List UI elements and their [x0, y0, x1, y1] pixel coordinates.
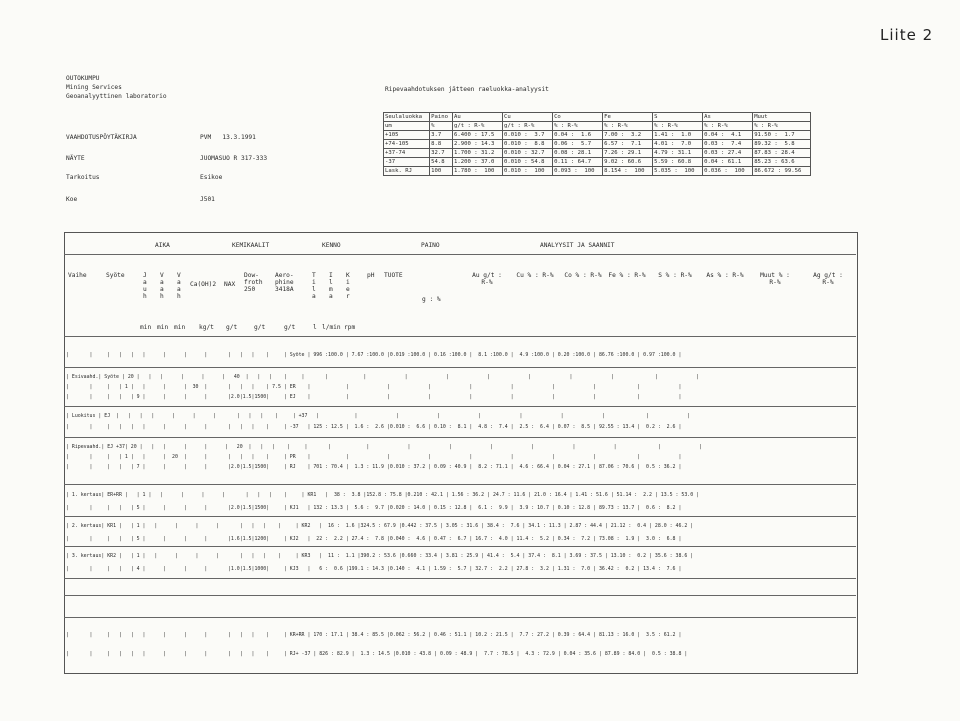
unit-cell: % : R-%: [703, 122, 753, 131]
column-header-weight: g : %: [422, 296, 441, 303]
column-header-volume: T i l a: [312, 272, 316, 300]
row-divider: [64, 595, 856, 596]
meta-label-report: VAAHDOTUSPÖYTÄKIRJA: [66, 134, 137, 141]
column-header-feed: Syöte: [106, 272, 125, 279]
table-cell: 0.04 : 1.6: [553, 131, 603, 140]
meta-label-sample: NÄYTE: [66, 155, 85, 162]
column-header-grind: J a u h: [143, 272, 147, 300]
column-header-cu: Cu % : R-%: [516, 272, 554, 279]
table-cell: 0.03 : 27.4: [703, 149, 753, 158]
meta-label-purpose: Tarkoitus: [66, 174, 100, 181]
table-row: | | | | | | | | | | | | | | Syöte | 996 :100.0 | 7.67 :100.0 |0.019 :100.0 | 0.16 :100.0 | 8.1 :100.0 | 4.9 :100.0 | 0.20 :100.0 | 86.76 :100.0 | 0.97 :100.0 |: [66, 352, 682, 358]
table-cell: 54.8: [430, 158, 453, 167]
column-header-ph: pH: [367, 272, 375, 279]
table-cell: 0.010 : 32.7: [503, 149, 553, 158]
row-divider: [64, 367, 856, 368]
table-cell: 0.010 : 54.8: [503, 158, 553, 167]
table-cell: 0.010 : 8.8: [503, 140, 553, 149]
sieve-table: [383, 112, 811, 176]
unit-label: g/t: [254, 324, 266, 331]
table-row: | 1. kertaus| ER+RR | | 1 | | | | | | | | | | KR1 | 38 : 3.8 |152.8 : 75.8 |0.210 : 42.1 | 1.56 : 36.2 | 24.7 : 11.6 | 21.0 : 16.4 | 1.41 : 51.6 | 51.14 : 2.2 | 13.5 : 53.0 |: [66, 492, 700, 498]
table-cell: +37-74: [384, 149, 430, 158]
table-cell: 0.010 : 3.7: [503, 131, 553, 140]
table-cell: Lask. RJ: [384, 167, 430, 176]
unit-cell: um: [384, 122, 430, 131]
table-cell: 87.83 : 28.4: [753, 149, 811, 158]
column-header-nax: NAX: [224, 281, 236, 288]
unit-cell: % : R-%: [603, 122, 653, 131]
group-header-weight: PAINO: [421, 242, 440, 249]
unit-label: min: [140, 324, 152, 331]
table-cell: 1.41 : 1.0: [653, 131, 703, 140]
column-header-air: I l m a: [329, 272, 333, 300]
table-row: [384, 140, 811, 149]
unit-label: l: [313, 324, 317, 331]
group-header-chemicals: KEMIKAALIT: [232, 242, 270, 249]
table-row: | Ripevaahd.| EJ +37| 20 | | | | | | 20 | | | | | | | | | | | | | | |: [66, 444, 702, 450]
table-cell: 5.59 : 60.8: [653, 158, 703, 167]
table-row: | | | | | 4 | | | | |1.0|1.5|1000| | KJ3 | 6 : 0.6 |199.1 : 14.3 |0.140 : 4.1 | 1.59 : 5.7 | 32.7 : 2.2 | 27.8 : 3.2 | 1.31 : 7.0 | 36.42 : 0.2 | 13.4 : 7.6 |: [66, 566, 682, 572]
sieve-unit-row: [384, 122, 811, 131]
meta-value-sample: JUOMASUO R 317-333: [200, 155, 268, 162]
table-row: | | | | 1 | | | 20 | | | | | | | PR | | | | | | | | | |: [66, 454, 682, 460]
unit-cell: % : R-%: [753, 122, 811, 131]
column-header-froth-b: V a a h: [177, 272, 181, 300]
column-header-lime: Ca(OH)2: [190, 281, 217, 288]
table-row: [384, 149, 811, 158]
org-laboratory: Geoanalyyttinen laboratorio: [66, 93, 167, 100]
table-row: | | | | | 5 | | | | |1.6|1.5|1200| | KJ2 | 22 : 2.2 | 27.4 : 7.8 |0.040 : 4.6 | 0.47 : 6.7 | 16.7 : 4.0 | 11.4 : 5.2 | 0.34 : 7.2 | 73.08 : 1.9 | 3.0 : 6.8 |: [66, 536, 682, 542]
table-cell: 100: [430, 167, 453, 176]
column-header-as: As % : R-%: [706, 272, 744, 279]
row-divider: [64, 617, 856, 618]
table-cell: 91.50 : 1.7: [753, 131, 811, 140]
meta-label-test: Koe: [66, 196, 78, 203]
document-title: Ripevaahdotuksen jätteen raeluokka-analyysit: [385, 86, 549, 93]
table-cell: 1.700 : 31.2: [453, 149, 503, 158]
group-header-analyses: ANALYYSIT JA SAANNIT: [540, 242, 615, 249]
column-header-product: TUOTE: [384, 272, 403, 279]
table-cell: 8.8: [430, 140, 453, 149]
table-cell: 4.01 : 7.0: [653, 140, 703, 149]
header-divider: [64, 336, 856, 337]
table-cell: 0.010 : 100: [503, 167, 553, 176]
table-row: | | | | | | | | | | | | | | -37 | 125 : 12.5 | 1.6 : 2.6 |0.010 : 6.6 | 0.10 : 8.1 | 4.8 : 7.4 | 2.5 : 6.4 | 0.07 : 8.5 | 92.55 : 13.4 | 0.2 : 2.6 |: [66, 424, 682, 430]
column-header-dowfroth: Dow- froth 250: [244, 272, 263, 293]
org-department: Mining Services: [66, 84, 122, 91]
table-cell: 7.26 : 29.1: [603, 149, 653, 158]
table-cell: 6.400 : 17.5: [453, 131, 503, 140]
column-header-au: Au g/t : R-%: [472, 272, 502, 286]
table-cell: 0.04 : 4.1: [703, 131, 753, 140]
sieve-header-row: [384, 113, 811, 122]
table-cell: 0.11 : 64.7: [553, 158, 603, 167]
column-header-other: Muut % : R-%: [760, 272, 790, 286]
row-divider: [64, 578, 856, 579]
table-cell: +105: [384, 131, 430, 140]
unit-label: g/t: [284, 324, 296, 331]
unit-label: g/t: [226, 324, 238, 331]
group-header-divider: [64, 254, 856, 255]
unit-cell: g/t : R-%: [503, 122, 553, 131]
header-cell: Co: [553, 113, 603, 122]
header-cell: Fe: [603, 113, 653, 122]
table-row: | | | | 1 | | | | 30 | | | | | 7.5 | ER | | | | | | | | | |: [66, 384, 682, 390]
table-cell: 9.02 : 60.6: [603, 158, 653, 167]
table-row: | Esivaahd.| Syöte | 20 | | | | | | 40 | | | | | | | | | | | | | | |: [66, 374, 700, 380]
header-cell: Muut: [753, 113, 811, 122]
group-header-cell: KENNO: [322, 242, 341, 249]
table-cell: 0.04 : 61.1: [703, 158, 753, 167]
table-cell: 7.00 : 3.2: [603, 131, 653, 140]
header-cell: Paino: [430, 113, 453, 122]
table-cell: 1.780 : 100: [453, 167, 503, 176]
table-row: | Luokitus | EJ | | | | | | | | | | | | +37 | | | | | | | | | |: [66, 413, 691, 419]
column-header-fe: Fe % : R-%: [608, 272, 646, 279]
column-header-co: Co % : R-%: [564, 272, 602, 279]
meta-value-date: PVM 13.3.1991: [200, 134, 256, 141]
meta-value-test: J501: [200, 196, 215, 203]
column-header-s: S % : R-%: [658, 272, 692, 279]
table-row: [384, 131, 811, 140]
unit-label: min: [174, 324, 186, 331]
table-cell: 5.035 : 100: [653, 167, 703, 176]
table-row: | | | | | | | | | | | | | | RJ+ -37 | 826 : 82.9 | 1.3 : 14.5 |0.010 : 43.8 | 0.09 : 48.9 | 7.7 : 78.5 | 4.3 : 72.9 | 0.04 : 35.6 | 87.89 : 84.0 | 0.5 : 38.8 |: [66, 651, 688, 657]
column-header-stage: Vaihe: [68, 272, 87, 279]
table-row: | 2. kertaus| KR1 | | 1 | | | | | | | | | | KR2 | 16 : 1.6 |324.5 : 67.9 |0.442 : 37.5 | 3.05 : 31.6 | 38.4 : 7.6 | 34.1 : 11.3 | 2.87 : 44.4 | 21.12 : 0.4 | 28.0 : 46.2 |: [66, 523, 694, 529]
table-cell: 0.036 : 100: [703, 167, 753, 176]
header-cell: Au: [453, 113, 503, 122]
table-row: [384, 158, 811, 167]
table-cell: 0.093 : 100: [553, 167, 603, 176]
table-cell: 1.200 : 37.0: [453, 158, 503, 167]
unit-label: min: [157, 324, 169, 331]
table-cell: 8.154 : 100: [603, 167, 653, 176]
meta-value-purpose: Esikoe: [200, 174, 223, 181]
table-cell: 3.7: [430, 131, 453, 140]
row-divider: [64, 484, 856, 485]
table-cell: 0.03 : 7.4: [703, 140, 753, 149]
table-row: | | | | | 5 | | | | |2.0|1.5|1500| | KJ1 | 132 : 13.3 | 5.6 : 9.7 |0.020 : 14.0 | 0.15 : 12.8 | 6.1 : 9.9 | 3.9 : 10.7 | 0.10 : 12.8 | 89.73 : 13.7 | 0.6 : 8.2 |: [66, 505, 682, 511]
table-cell: +74-105: [384, 140, 430, 149]
table-row: | 3. kertaus| KR2 | | 1 | | | | | | | | | | KR3 | 11 : 1.1 |390.2 : 53.6 |0.660 : 33.4 | 3.81 : 25.9 | 41.4 : 5.4 | 37.4 : 8.1 | 3.69 : 37.5 | 13.10 : 0.2 | 35.6 : 38.6 |: [66, 553, 694, 559]
unit-cell: % : R-%: [553, 122, 603, 131]
row-divider: [64, 437, 856, 438]
process-table-frame: [64, 232, 858, 674]
table-row: | | | | | 7 | | | | |2.0|1.5|1500| | RJ | 701 : 70.4 | 1.3 : 11.9 |0.010 : 37.2 | 0.09 : 40.9 | 8.2 : 71.1 | 4.6 : 66.4 | 0.04 : 27.1 | 87.06 : 70.6 | 0.5 : 36.2 |: [66, 464, 682, 470]
row-divider: [64, 516, 856, 517]
table-cell: -37: [384, 158, 430, 167]
table-cell: 2.900 : 14.3: [453, 140, 503, 149]
column-header-froth-a: V a a h: [160, 272, 164, 300]
column-header-aerophine: Aero- phine 3418A: [275, 272, 294, 293]
unit-cell: %: [430, 122, 453, 131]
table-cell: 85.23 : 63.6: [753, 158, 811, 167]
table-cell: 6.57 : 7.1: [603, 140, 653, 149]
table-cell: 4.79 : 31.1: [653, 149, 703, 158]
table-cell: 0.08 : 28.1: [553, 149, 603, 158]
header-cell: S: [653, 113, 703, 122]
unit-label: l/min: [322, 324, 341, 331]
header-cell: Cu: [503, 113, 553, 122]
table-total-row: [384, 167, 811, 176]
page-label: Liite 2: [880, 26, 934, 44]
table-cell: 32.7: [430, 149, 453, 158]
row-divider: [64, 546, 856, 547]
table-cell: 0.06 : 5.7: [553, 140, 603, 149]
header-cell: As: [703, 113, 753, 122]
unit-cell: g/t : R-%: [453, 122, 503, 131]
column-header-ag: Ag g/t : R-%: [813, 272, 843, 286]
group-header-time: AIKA: [155, 242, 170, 249]
row-divider: [64, 406, 856, 407]
column-header-speed: K i e r: [346, 272, 350, 300]
header-cell: Seulaluokka: [384, 113, 430, 122]
unit-label: kg/t: [199, 324, 214, 331]
table-row: | | | | | | | | | | | | | | KR+RR | 170 : 17.1 | 38.4 : 85.5 |0.062 : 56.2 | 0.46 : 51.1 | 10.2 : 21.5 | 7.7 : 27.2 | 0.39 : 64.4 | 81.13 : 16.0 | 3.5 : 61.2 |: [66, 632, 682, 638]
table-cell: 89.32 : 5.8: [753, 140, 811, 149]
table-row: | | | | | 9 | | | | |2.0|1.5|1500| | EJ | | | | | | | | | |: [66, 394, 682, 400]
unit-label: rpm: [344, 324, 356, 331]
table-cell: 86.672 : 99.56: [753, 167, 811, 176]
org-name: OUTOKUMPU: [66, 75, 100, 82]
unit-cell: % : R-%: [653, 122, 703, 131]
